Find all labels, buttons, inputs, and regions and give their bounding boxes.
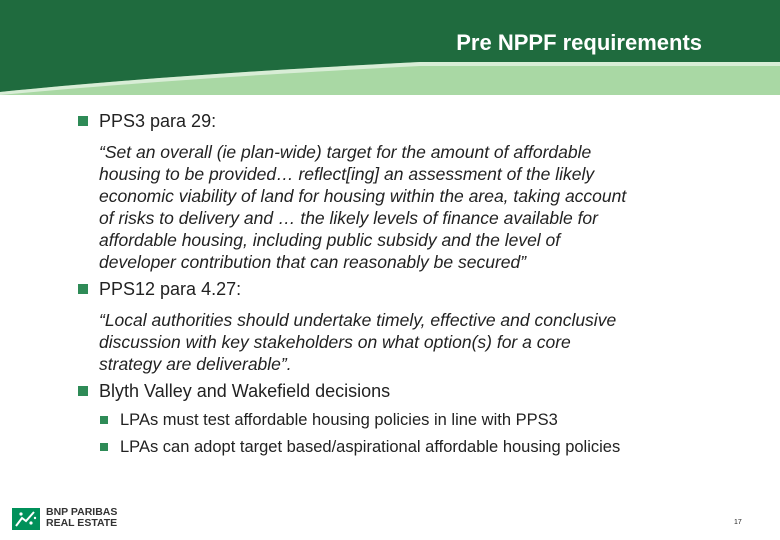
quote-line: economic viability of land for housing within the area, taking account	[99, 186, 627, 206]
bullet-heading-decisions: Blyth Valley and Wakefield decisions	[99, 381, 391, 401]
quote-line: “Set an overall (ie plan-wide) target for the amount of affordable	[99, 142, 592, 162]
sub-bullet-marker-1	[100, 416, 108, 424]
logo-line-1: BNP PARIBAS	[46, 506, 118, 518]
quote-line: “Local authorities should undertake timely, effective and conclusive	[99, 310, 617, 330]
quote-line: affordable housing, including public subsidy and the level of	[99, 230, 561, 250]
quote-line: discussion with key stakeholders on what option(s) for a core	[99, 332, 571, 352]
bullet-marker-1	[78, 116, 88, 126]
pps3-quote	[99, 141, 739, 273]
bullet-heading-pps3: PPS3 para 29:	[99, 111, 217, 131]
logo-text	[46, 507, 117, 529]
sub-item-1: LPAs must test affordable housing policies in line with PPS3	[120, 411, 558, 429]
quote-line: of risks to delivery and … the likely levels of finance available for	[99, 208, 598, 228]
bullet-heading-pps12: PPS12 para 4.27:	[99, 279, 242, 299]
logo-line-2: REAL ESTATE	[46, 517, 118, 529]
pps12-quote	[99, 309, 739, 375]
bnp-paribas-logo-icon	[12, 508, 40, 530]
bullet-marker-2	[78, 284, 88, 294]
quote-line: housing to be provided… reflect[ing] an assessment of the likely	[99, 164, 595, 184]
sub-item-2: LPAs can adopt target based/aspirational affordable housing policies	[120, 438, 621, 456]
quote-line: developer contribution that can reasonably be secured”	[99, 252, 527, 272]
page-number: 17	[734, 519, 742, 526]
sub-bullet-marker-2	[100, 443, 108, 451]
slide-title: Pre NPPF requirements	[456, 30, 702, 55]
quote-line: strategy are deliverable”.	[99, 354, 292, 374]
bullet-marker-3	[78, 386, 88, 396]
